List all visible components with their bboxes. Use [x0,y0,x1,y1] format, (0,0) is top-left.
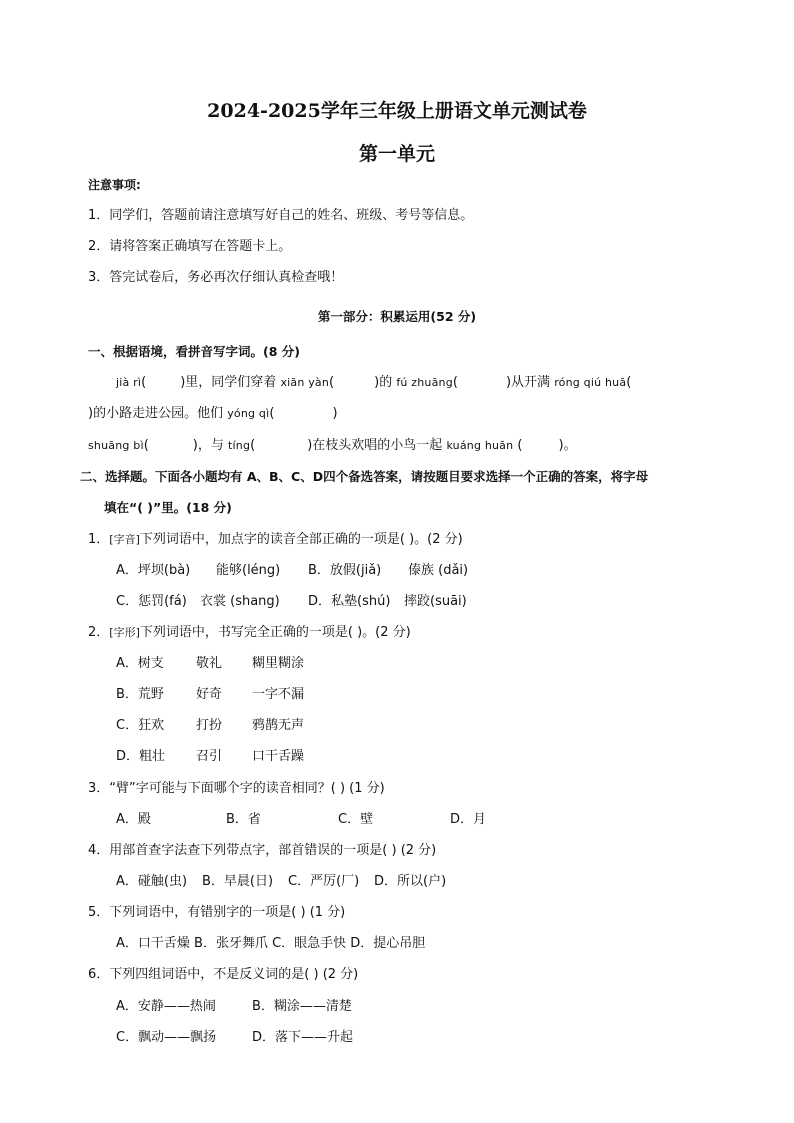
q2-heading-line1: 二、选择题。下面各小题均有 A、B、C、D四个备选答案，请按题目要求选择一个正确的答案，将字母 [80,469,649,484]
question-1-options-row-1 [116,562,468,580]
pinyin: tíng [228,439,251,452]
notice-item-3: 3．答完试卷后，务必再次仔细认真检查哦！ [88,270,344,285]
q1-text: )在枝头欢唱的小鸟一起 [307,438,443,453]
question-3-options: A．殿 B．省 C．壁 D．月 [116,812,487,827]
question-2-option-b: B．荒野 好奇 一字不漏 [116,687,305,702]
option: 能够(léng) [216,563,281,578]
q2-heading-line2: 填在“( )”里。(18 分) [104,500,232,515]
option: A．坪坝(bà) [116,563,191,578]
question-5-stem: 5．下列词语中，有错别字的一项是( ) (1 分) [88,905,346,920]
question-2-option-a: A．树支 敬礼 糊里糊涂 [116,656,305,671]
q1-text: )，与 [192,438,224,453]
q1-line-2: )的小路走进公园。他们 yóng qì( ) [88,406,338,421]
pinyin: yóng qì [227,407,270,420]
unit-subtitle: 第一单元 [358,143,435,165]
question-2-stem: 2．[字形]下列词语中，书写完全正确的一项是( )。(2 分) [88,625,411,640]
q1-text: )里，同学们穿着 [180,375,277,390]
pinyin: xiān yàn [280,376,330,389]
question-6-options-row-1: A．安静——热闹 B．糊涂——清楚 [116,999,352,1014]
notice-item-2: 2．请将答案正确填写在答题卡上。 [88,239,292,254]
pinyin: róng qiú huā [554,376,627,389]
q1-line-3: shuāng bì( )，与 tíng( )在枝头欢唱的小鸟一起 kuáng huān ( )。 [88,438,577,453]
option: 傣族 (dǎi) [408,563,469,578]
question-3-stem: 3．“臂”字可能与下面哪个字的读音相同？( ) (1 分) [88,781,385,796]
option: 衣裳 (shang) [200,594,280,609]
question-1-options-row-2 [116,593,467,611]
question-6-options-row-2: C．飘动——飘扬 D．落下——升起 [116,1030,354,1045]
option: 摔跤(suāi) [404,594,467,609]
q1-text: )的小路走进公园。他们 [88,406,224,421]
option: C．惩罚(fá) [116,594,187,609]
question-tag: [字音] [109,533,140,546]
pinyin: shuāng bì [88,439,144,452]
q1-text: )从开满 [505,375,551,390]
part1-heading: 第一部分：积累运用(52 分) [317,309,477,324]
notice-item-1: 1．同学们，答题前请注意填写好自己的姓名、班级、考号等信息。 [88,208,474,223]
notice-heading: 注意事项: [88,178,141,192]
pinyin: fú zhuāng [396,376,453,389]
question-4-options: A．碰触(虫) B．早晨(日) C．严厉(厂) D．所以(户) [116,874,447,889]
q1-heading: 一、根据语境，看拼音写字词。(8 分) [88,344,300,359]
option: B．放假(jiǎ) [308,563,382,578]
question-6-stem: 6．下列四组词语中，不是反义词的是( ) (2 分) [88,967,359,982]
q1-text: )。 [558,438,577,453]
exam-title: 2024-2025学年三年级上册语文单元测试卷 [207,100,587,122]
question-1-stem: 1．[字音]下列词语中，加点字的读音全部正确的一项是( )。(2 分) [88,532,463,547]
question-2-option-d: D．粗壮 召引 口干舌躁 [116,749,305,764]
pinyin: jià rì [116,376,142,389]
question-5-options: A．口干舌燥 B．张牙舞爪 C．眼急手快 D．提心吊胆 [116,936,426,951]
q1-text: )的 [374,375,393,390]
pinyin: kuáng huān [446,439,514,452]
question-2-option-c: C．狂欢 打扮 鸦鹊无声 [116,718,305,733]
q1-line-1: jià rì( )里，同学们穿着 xiān yàn( )的 fú zhuāng( )从开满 róng qiú huā( [116,375,632,390]
question-tag: [字形] [109,626,140,639]
question-4-stem: 4．用部首查字法查下列带点字，部首错误的一项是( ) (2 分) [88,843,437,858]
option: D．私塾(shú) [308,594,391,609]
